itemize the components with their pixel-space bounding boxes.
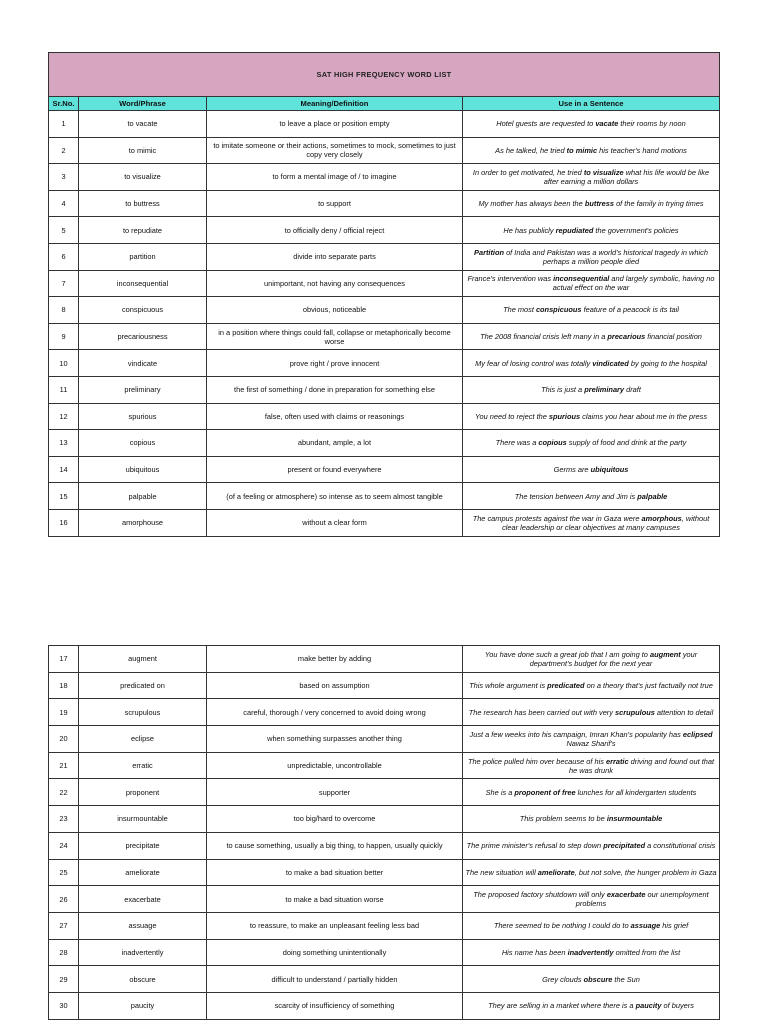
table-row [49, 726, 720, 753]
meaning-cell: to officially deny / official reject [207, 217, 463, 244]
meaning-cell: to leave a place or position empty [207, 111, 463, 138]
sentence-pre: Grey clouds [542, 974, 584, 984]
word-cell: preliminary [79, 376, 207, 403]
sentence-keyword: buttress [584, 199, 615, 209]
table-row [49, 939, 720, 966]
table-row [49, 509, 720, 536]
meaning-cell: the first of something / done in preparation for something else [207, 376, 463, 403]
sentence-keyword: augment [649, 649, 681, 659]
meaning-cell: present or found everywhere [207, 456, 463, 483]
sentence-keyword: ubiquitous [590, 465, 629, 475]
sentence-pre: There was a [495, 438, 539, 448]
serial-number-cell: 26 [49, 886, 79, 913]
sentence-pre: He has publicly [503, 225, 556, 235]
sentence-post: of buyers [661, 1001, 694, 1011]
serial-number-cell: 5 [49, 217, 79, 244]
sentence-keyword: insurmountable [606, 814, 663, 824]
table-row [49, 217, 720, 244]
sentence-keyword: Partition [474, 247, 505, 257]
sentence-cell [463, 164, 720, 191]
sentence-pre: The tension between Amy and Jim is [514, 491, 638, 501]
sentence-post: by going to the hospital [628, 358, 707, 368]
word-cell: ubiquitous [79, 456, 207, 483]
sentence-pre: The 2008 financial crisis left many in a [480, 332, 608, 342]
header-meaning: Meaning/Definition [207, 97, 463, 111]
word-cell: erratic [79, 752, 207, 779]
sentence-cell [463, 297, 720, 324]
meaning-cell: unimportant, not having any consequences [207, 270, 463, 297]
sentence-post: what his life would be like after earning a million dollars [543, 167, 710, 186]
meaning-cell: (of a feeling or atmosphere) so intense as to seem almost tangible [207, 483, 463, 510]
sentence-cell [463, 217, 720, 244]
sentence-post: our unemployment problems [575, 890, 709, 909]
serial-number-cell: 8 [49, 297, 79, 324]
header-srno: Sr.No. [49, 97, 79, 111]
meaning-cell: too big/hard to overcome [207, 806, 463, 833]
sentence-keyword: preliminary [584, 385, 625, 395]
word-cell: copious [79, 430, 207, 457]
sentence-cell [463, 832, 720, 859]
table-row [49, 243, 720, 270]
serial-number-cell: 20 [49, 726, 79, 753]
sentence-pre: This problem seems to be [519, 814, 607, 824]
sentence-pre: You have done such a great job that I am going to [484, 649, 650, 659]
sentence-pre: Germs are [553, 465, 591, 475]
word-cell: scrupulous [79, 699, 207, 726]
table-row [49, 912, 720, 939]
serial-number-cell: 28 [49, 939, 79, 966]
sentence-keyword: copious [538, 438, 567, 448]
word-cell: to vacate [79, 111, 207, 138]
table-row [49, 859, 720, 886]
sentence-post: the Sun [612, 974, 640, 984]
sentence-pre: As he talked, he tried [495, 145, 567, 155]
sentence-pre: Hotel guests are requested to [496, 119, 596, 129]
serial-number-cell: 9 [49, 323, 79, 350]
sentence-pre: The police pulled him over because of his [467, 756, 606, 766]
table-row [49, 350, 720, 377]
table-row [49, 430, 720, 457]
sentence-post: a constitutional crisis [645, 841, 716, 851]
table-body-2 [49, 646, 720, 1020]
sentence-pre: They are selling in a market where there is a [488, 1001, 636, 1011]
meaning-cell: to support [207, 190, 463, 217]
table-row [49, 111, 720, 138]
sentence-cell [463, 646, 720, 673]
sentence-keyword: palpable [637, 491, 668, 501]
sentence-cell [463, 886, 720, 913]
meaning-cell: doing something unintentionally [207, 939, 463, 966]
meaning-cell: based on assumption [207, 672, 463, 699]
meaning-cell: obvious, noticeable [207, 297, 463, 324]
sentence-cell [463, 323, 720, 350]
sentence-post: of the family in trying times [614, 199, 704, 209]
serial-number-cell: 12 [49, 403, 79, 430]
sentence-cell [463, 376, 720, 403]
sentence-post: the government's policies [593, 225, 679, 235]
sentence-pre: There seemed to be nothing I could do to [493, 921, 631, 931]
sentence-keyword: paucity [635, 1001, 662, 1011]
table-row [49, 297, 720, 324]
sentence-post: their rooms by noon [618, 119, 686, 129]
meaning-cell: unpredictable, uncontrollable [207, 752, 463, 779]
serial-number-cell: 30 [49, 992, 79, 1019]
word-cell: to buttress [79, 190, 207, 217]
sentence-pre: The prime minister's refusal to step down [466, 841, 604, 851]
table-row [49, 270, 720, 297]
sentence-pre: The new situation will [465, 867, 538, 877]
sentence-post: of India and Pakistan was a world's historical tragedy in which perhaps a million people died [504, 247, 708, 266]
meaning-cell: when something surpasses another thing [207, 726, 463, 753]
sentence-cell [463, 806, 720, 833]
sentence-pre: The campus protests against the war in Gaza were [472, 513, 642, 523]
word-cell: precariousness [79, 323, 207, 350]
sentence-keyword: proponent of free [514, 787, 576, 797]
table-row [49, 646, 720, 673]
table-row [49, 806, 720, 833]
sentence-post: omitted from the list [613, 947, 681, 957]
sentence-pre: My fear of losing control was totally [475, 358, 593, 368]
word-cell: to visualize [79, 164, 207, 191]
meaning-cell: to cause something, usually a big thing, to happen, usually quickly [207, 832, 463, 859]
serial-number-cell: 21 [49, 752, 79, 779]
sentence-cell [463, 966, 720, 993]
meaning-cell: difficult to understand / partially hidden [207, 966, 463, 993]
word-cell: vindicate [79, 350, 207, 377]
sentence-keyword: repudiated [555, 225, 594, 235]
serial-number-cell: 2 [49, 137, 79, 164]
meaning-cell: to reassure, to make an unpleasant feeling less bad [207, 912, 463, 939]
table-row [49, 164, 720, 191]
serial-number-cell: 1 [49, 111, 79, 138]
sentence-pre: She is a [485, 787, 515, 797]
sentence-keyword: vacate [595, 119, 619, 129]
word-cell: ameliorate [79, 859, 207, 886]
table-row [49, 699, 720, 726]
sentence-keyword: inadvertently [567, 947, 614, 957]
header-row [49, 97, 720, 111]
word-cell: proponent [79, 779, 207, 806]
sentence-cell [463, 483, 720, 510]
table-row [49, 992, 720, 1019]
sentence-post: on a theory that's just factually not true [584, 681, 713, 691]
word-cell: to repudiate [79, 217, 207, 244]
sentence-keyword: amorphous [641, 513, 682, 523]
meaning-cell: careful, thorough / very concerned to avoid doing wrong [207, 699, 463, 726]
word-cell: conspicuous [79, 297, 207, 324]
table-row [49, 832, 720, 859]
meaning-cell: to form a mental image of / to imagine [207, 164, 463, 191]
sentence-keyword: scrupulous [615, 707, 655, 717]
meaning-cell: abundant, ample, a lot [207, 430, 463, 457]
sentence-post: , without clear leadership or clear objectives at many campuses [502, 513, 710, 532]
sentence-pre: Just a few weeks into his campaign, Imran Khan's popularity has [469, 729, 683, 739]
meaning-cell: divide into separate parts [207, 243, 463, 270]
sentence-keyword: assuage [630, 921, 661, 931]
page-title: SAT HIGH FREQUENCY WORD LIST [49, 53, 720, 97]
table-row [49, 137, 720, 164]
sentence-keyword: to visualize [583, 167, 624, 177]
sentence-keyword: eclipsed [682, 729, 713, 739]
sentence-cell [463, 403, 720, 430]
sentence-pre: His name has been [501, 947, 568, 957]
sentence-cell [463, 509, 720, 536]
word-cell: eclipse [79, 726, 207, 753]
word-cell: inconsequential [79, 270, 207, 297]
table-row [49, 323, 720, 350]
meaning-cell: scarcity of insufficiency of something [207, 992, 463, 1019]
sentence-cell [463, 672, 720, 699]
sentence-cell [463, 456, 720, 483]
table-body-1 [49, 111, 720, 537]
table-row [49, 456, 720, 483]
serial-number-cell: 3 [49, 164, 79, 191]
meaning-cell: prove right / prove innocent [207, 350, 463, 377]
sentence-cell [463, 430, 720, 457]
word-cell: paucity [79, 992, 207, 1019]
serial-number-cell: 19 [49, 699, 79, 726]
sentence-pre: The research has been carried out with very [468, 707, 616, 717]
meaning-cell: to make a bad situation worse [207, 886, 463, 913]
sentence-keyword: obscure [583, 974, 613, 984]
meaning-cell: to make a bad situation better [207, 859, 463, 886]
word-cell: insurmountable [79, 806, 207, 833]
meaning-cell: make better by adding [207, 646, 463, 673]
serial-number-cell: 24 [49, 832, 79, 859]
sentence-post: his grief [660, 921, 689, 931]
sentence-post: his teacher's hand motions [597, 145, 687, 155]
sentence-cell [463, 859, 720, 886]
sentence-cell [463, 726, 720, 753]
word-cell: amorphouse [79, 509, 207, 536]
table-row [49, 403, 720, 430]
serial-number-cell: 18 [49, 672, 79, 699]
serial-number-cell: 10 [49, 350, 79, 377]
meaning-cell: supporter [207, 779, 463, 806]
sentence-cell [463, 111, 720, 138]
sentence-keyword: to mimic [566, 145, 598, 155]
serial-number-cell: 27 [49, 912, 79, 939]
word-cell: partition [79, 243, 207, 270]
sentence-post: driving and found out that he was drunk [569, 756, 715, 775]
sentence-pre: The proposed factory shutdown will only [473, 890, 607, 900]
serial-number-cell: 16 [49, 509, 79, 536]
sentence-cell [463, 752, 720, 779]
serial-number-cell: 17 [49, 646, 79, 673]
sentence-keyword: conspicuous [535, 305, 582, 315]
sentence-post: draft [624, 385, 641, 395]
sentence-cell [463, 137, 720, 164]
word-cell: exacerbate [79, 886, 207, 913]
serial-number-cell: 7 [49, 270, 79, 297]
sentence-cell [463, 270, 720, 297]
table-row [49, 779, 720, 806]
meaning-cell: without a clear form [207, 509, 463, 536]
word-cell: palpable [79, 483, 207, 510]
sentence-post: claims you hear about me in the press [580, 411, 708, 421]
word-cell: predicated on [79, 672, 207, 699]
sentence-post: , but not solve, the hunger problem in Gaza [574, 867, 717, 877]
word-list-table-1 [48, 52, 720, 537]
sentence-post: Nawaz Sharif's [566, 738, 616, 748]
table-row [49, 752, 720, 779]
table-row [49, 672, 720, 699]
sentence-pre: You need to reject the [474, 411, 549, 421]
sentence-keyword: erratic [605, 756, 629, 766]
meaning-cell: in a position where things could fall, collapse or metaphorically become worse [207, 323, 463, 350]
sentence-pre: My mother has always been the [478, 199, 585, 209]
serial-number-cell: 14 [49, 456, 79, 483]
serial-number-cell: 13 [49, 430, 79, 457]
sentence-pre: France's intervention was [467, 274, 554, 284]
sentence-keyword: vindicated [592, 358, 629, 368]
sentence-pre: This is just a [541, 385, 585, 395]
sentence-keyword: exacerbate [606, 890, 646, 900]
meaning-cell: to imitate someone or their actions, sometimes to mock, sometimes to just copy very closely [207, 137, 463, 164]
sentence-pre: This whole argument is [469, 681, 548, 691]
serial-number-cell: 6 [49, 243, 79, 270]
sentence-post: supply of food and drink at the party [566, 438, 687, 448]
sentence-keyword: precipitated [603, 841, 646, 851]
sentence-cell [463, 779, 720, 806]
sentence-keyword: precarious [607, 332, 646, 342]
header-word: Word/Phrase [79, 97, 207, 111]
serial-number-cell: 23 [49, 806, 79, 833]
sentence-cell [463, 243, 720, 270]
sentence-pre: In order to get motivated, he tried [472, 167, 584, 177]
sentence-post: your department's budget for the next year [529, 649, 698, 668]
sentence-post: and largely symbolic, having no actual effect on the war [552, 274, 715, 293]
table-row [49, 886, 720, 913]
serial-number-cell: 29 [49, 966, 79, 993]
table-row [49, 966, 720, 993]
sentence-cell [463, 992, 720, 1019]
word-list-table-2 [48, 645, 720, 1020]
serial-number-cell: 4 [49, 190, 79, 217]
word-cell: to mimic [79, 137, 207, 164]
word-cell: assuage [79, 912, 207, 939]
sentence-pre: The most [503, 305, 536, 315]
sentence-keyword: spurious [548, 411, 581, 421]
sentence-post: financial position [645, 332, 702, 342]
sentence-cell [463, 699, 720, 726]
sentence-cell [463, 190, 720, 217]
meaning-cell: false, often used with claims or reasonings [207, 403, 463, 430]
sentence-keyword: predicated [547, 681, 585, 691]
word-cell: inadvertently [79, 939, 207, 966]
word-cell: spurious [79, 403, 207, 430]
sentence-post: lunches for all kindergarten students [575, 787, 697, 797]
serial-number-cell: 15 [49, 483, 79, 510]
sentence-cell [463, 939, 720, 966]
sentence-keyword: inconsequential [553, 274, 610, 284]
header-sentence: Use in a Sentence [463, 97, 720, 111]
sentence-keyword: ameliorate [537, 867, 575, 877]
serial-number-cell: 22 [49, 779, 79, 806]
sentence-cell [463, 912, 720, 939]
word-cell: obscure [79, 966, 207, 993]
word-cell: augment [79, 646, 207, 673]
sentence-post: attention to detail [654, 707, 714, 717]
table-row [49, 483, 720, 510]
sentence-post: feature of a peacock is its tail [581, 305, 679, 315]
sentence-cell [463, 350, 720, 377]
serial-number-cell: 25 [49, 859, 79, 886]
serial-number-cell: 11 [49, 376, 79, 403]
word-cell: precipitate [79, 832, 207, 859]
table-row [49, 376, 720, 403]
table-row [49, 190, 720, 217]
